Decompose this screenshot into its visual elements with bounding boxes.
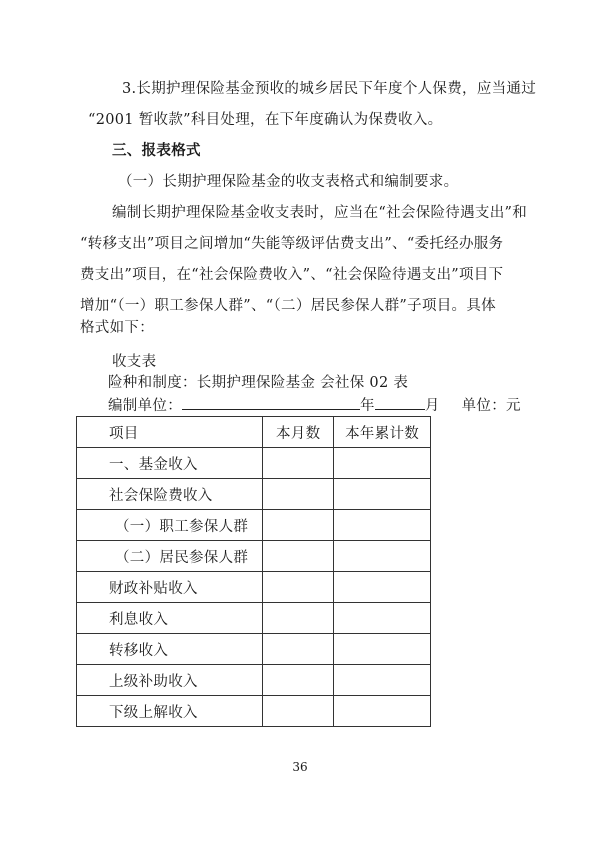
form-subtitle: 险种和制度：长期护理保险基金 会社保 02 表 bbox=[108, 375, 409, 391]
table-row bbox=[77, 541, 431, 572]
row-label: 一、基金收入 bbox=[77, 448, 263, 479]
paragraph-3-line-1: 3.长期护理保险基金预收的城乡居民下年度个人保费，应当通过 bbox=[122, 81, 537, 97]
row-month-cell bbox=[263, 510, 334, 541]
row-ytd-cell bbox=[334, 479, 431, 510]
header-ytd: 本年累计数 bbox=[334, 417, 431, 448]
table-row bbox=[77, 572, 431, 603]
row-ytd-cell bbox=[334, 541, 431, 572]
row-ytd-cell bbox=[334, 448, 431, 479]
year-label: 年 bbox=[360, 398, 375, 414]
row-label: （二）居民参保人群 bbox=[77, 541, 263, 572]
unit-blank bbox=[182, 395, 360, 410]
row-label: 上级补助收入 bbox=[77, 665, 263, 696]
year-blank bbox=[375, 395, 425, 410]
header-month: 本月数 bbox=[263, 417, 334, 448]
header-item: 项目 bbox=[77, 417, 263, 448]
body-line-3: 费支出”项目，在“社会保险费收入”、“社会保险待遇支出”项目下 bbox=[80, 267, 504, 283]
row-ytd-cell bbox=[334, 510, 431, 541]
row-month-cell bbox=[263, 572, 334, 603]
row-label: 利息收入 bbox=[77, 603, 263, 634]
row-ytd-cell bbox=[334, 572, 431, 603]
table-row bbox=[77, 696, 431, 727]
table-row bbox=[77, 510, 431, 541]
table-row bbox=[77, 634, 431, 665]
table-row bbox=[77, 665, 431, 696]
row-month-cell bbox=[263, 541, 334, 572]
body-line-5: 格式如下： bbox=[80, 320, 154, 336]
row-ytd-cell bbox=[334, 665, 431, 696]
page-number: 36 bbox=[292, 760, 308, 774]
income-expense-table bbox=[76, 416, 431, 727]
row-month-cell bbox=[263, 603, 334, 634]
form-title: 收支表 bbox=[112, 354, 157, 370]
row-ytd-cell bbox=[334, 603, 431, 634]
row-label: 社会保险费收入 bbox=[77, 479, 263, 510]
body-line-2: “转移支出”项目之间增加“失能等级评估费支出”、“委托经办服务 bbox=[80, 236, 504, 252]
row-label: 转移收入 bbox=[77, 634, 263, 665]
body-line-1: 编制长期护理保险基金收支表时，应当在“社会保险待遇支出”和 bbox=[112, 205, 528, 221]
body-line-4: 增加“（一）职工参保人群”、“（二）居民参保人群”子项目。具体 bbox=[80, 298, 496, 314]
paragraph-3-line-2: “2001 暂收款”科目处理，在下年度确认为保费收入。 bbox=[88, 112, 443, 128]
unit-label: 编制单位： bbox=[108, 398, 182, 414]
currency-label: 单位：元 bbox=[461, 398, 521, 414]
row-month-cell bbox=[263, 665, 334, 696]
row-label: 下级上解收入 bbox=[77, 696, 263, 727]
month-label: 月 bbox=[424, 398, 440, 414]
row-label: 财政补贴收入 bbox=[77, 572, 263, 603]
row-month-cell bbox=[263, 634, 334, 665]
row-label: （一）职工参保人群 bbox=[77, 510, 263, 541]
subheading: （一）长期护理保险基金的收支表格式和编制要求。 bbox=[118, 174, 459, 190]
row-month-cell bbox=[263, 696, 334, 727]
table-header-row bbox=[77, 417, 431, 448]
row-month-cell bbox=[263, 479, 334, 510]
form-meta-row bbox=[108, 395, 521, 416]
row-ytd-cell bbox=[334, 696, 431, 727]
table-row bbox=[77, 448, 431, 479]
section-heading: 三、报表格式 bbox=[112, 142, 201, 159]
table-row bbox=[77, 479, 431, 510]
row-month-cell bbox=[263, 448, 334, 479]
row-ytd-cell bbox=[334, 634, 431, 665]
table-row bbox=[77, 603, 431, 634]
